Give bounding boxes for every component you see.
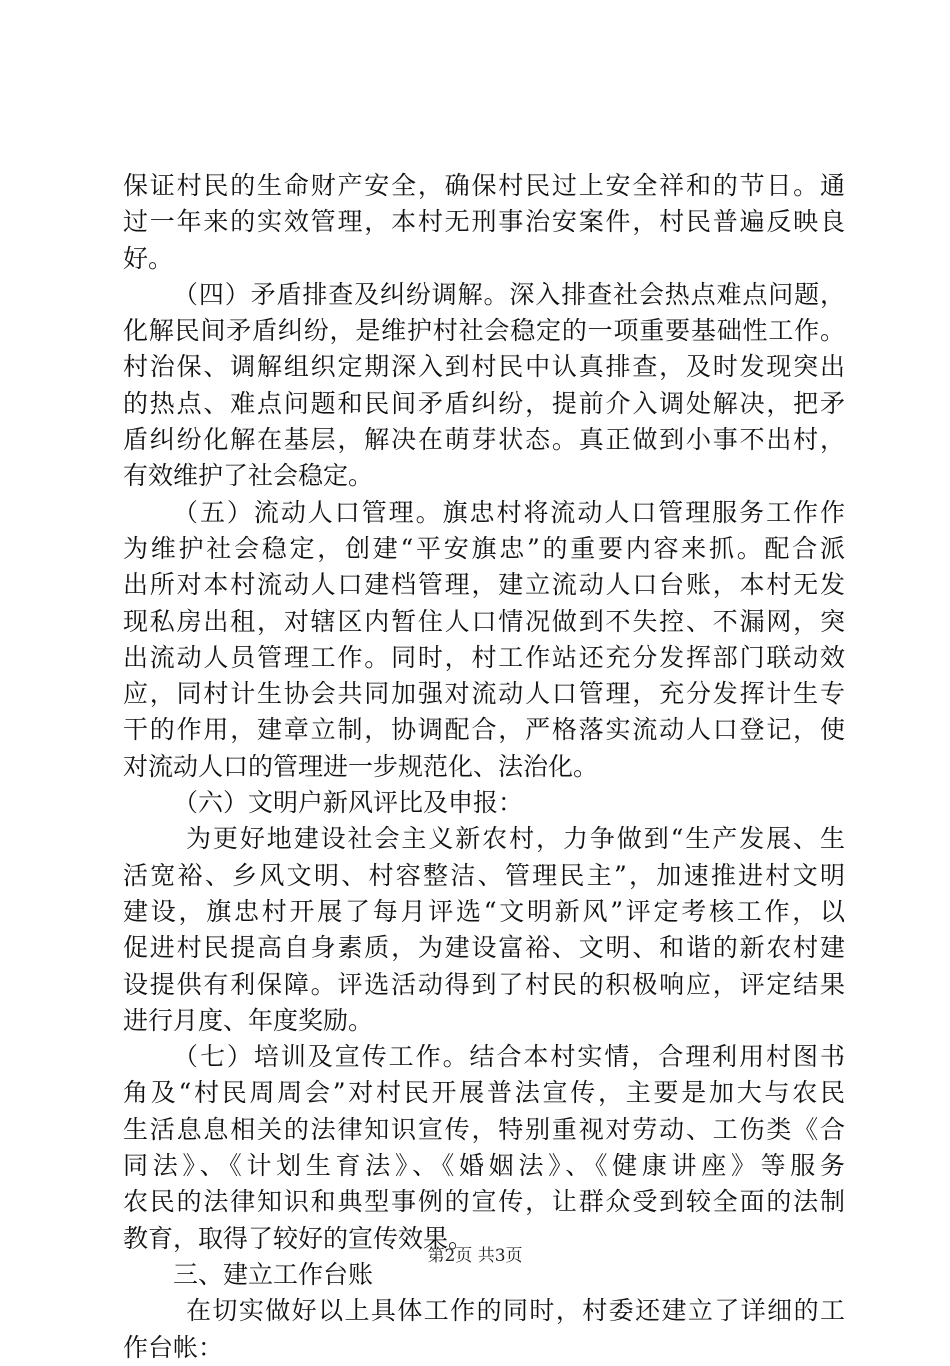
text-line: 教育，取得了较好的宣传效果。 <box>123 1223 474 1253</box>
text-line: 盾纠纷化解在基层，解决在萌芽状态。真正做到小事不出村， <box>123 425 845 455</box>
text-line: 进行月度、年度奖励。 <box>123 1005 374 1035</box>
text-line: 保证村民的生命财产安全，确保村民过上安全祥和的节日。通 <box>123 171 845 200</box>
text-line: 的热点、难点问题和民间矛盾纠纷，提前介入调处解决，把矛 <box>123 388 845 418</box>
document-body <box>123 168 845 1366</box>
text-line: 过一年来的实效管理，本村无刑事治安案件，村民普遍反映良 <box>123 207 845 237</box>
text-line: 干的作用，建章立制，协调配合，严格落实流动人口登记，使 <box>123 715 845 745</box>
section-heading-6: （六）文明户新风评比及申报： <box>173 788 524 818</box>
text-line: 有效维护了社会稳定。 <box>123 461 374 491</box>
page-number-footer: 第2页 共3页 <box>427 1246 523 1266</box>
text-line: 对流动人口的管理进一步规范化、法治化。 <box>123 751 599 781</box>
section-heading-5: （五）流动人口管理。旗忠村将流动人口管理服务工作作 <box>173 497 845 527</box>
section-heading-7: （七）培训及宣传工作。结合本村实情，合理利用村图书 <box>173 1042 845 1072</box>
text-line: 出流动人员管理工作。同时，村工作站还充分发挥部门联动效 <box>123 642 845 672</box>
text-line: 村治保、调解组织定期深入到村民中认真排查，及时发现突出 <box>123 352 845 382</box>
text-line: 在切实做好以上具体工作的同时，村委还建立了详细的工 <box>186 1296 845 1326</box>
text-line: 出所对本村流动人口建档管理，建立流动人口台账，本村无发 <box>123 570 845 600</box>
text-line: 为维护社会稳定，创建“平安旗忠”的重要内容来抓。配合派 <box>123 533 845 563</box>
section-heading-3: 三、建立工作台账 <box>173 1259 374 1289</box>
text-line: 好。 <box>123 243 174 273</box>
text-line: 同法》、《计划生育法》、《婚姻法》、《健康讲座》等服务 <box>123 1151 845 1181</box>
text-line: 促进村民提高自身素质，为建设富裕、文明、和谐的新农村建 <box>123 933 845 963</box>
text-line: 应，同村计生协会共同加强对流动人口管理，充分发挥计生专 <box>123 679 845 709</box>
text-line: 设提供有利保障。评选活动得到了村民的积极响应，评定结果 <box>123 969 845 999</box>
text-line: 现私房出租，对辖区内暂住人口情况做到不失控、不漏网，突 <box>123 606 845 636</box>
text-line: 角及“村民周周会”对村民开展普法宣传，主要是加大与农民 <box>123 1078 845 1108</box>
section-heading-4: （四）矛盾排查及纠纷调解。深入排查社会热点难点问题， <box>173 279 845 309</box>
text-line: 建设，旗忠村开展了每月评选“文明新风”评定考核工作，以 <box>123 896 845 926</box>
text-line: 农民的法律知识和典型事例的宣传，让群众受到较全面的法制 <box>123 1187 845 1217</box>
text-line: 作台帐： <box>123 1332 224 1362</box>
text-line: 生活息息相关的法律知识宣传，特别重视对劳动、工伤类《合 <box>123 1114 845 1144</box>
text-line: 活宽裕、乡风文明、村容整洁、管理民主”，加速推进村文明 <box>123 860 845 890</box>
text-line: 为更好地建设社会主义新农村，力争做到“生产发展、生 <box>186 824 845 854</box>
text-line: 化解民间矛盾纠纷，是维护村社会稳定的一项重要基础性工作。 <box>123 316 845 346</box>
